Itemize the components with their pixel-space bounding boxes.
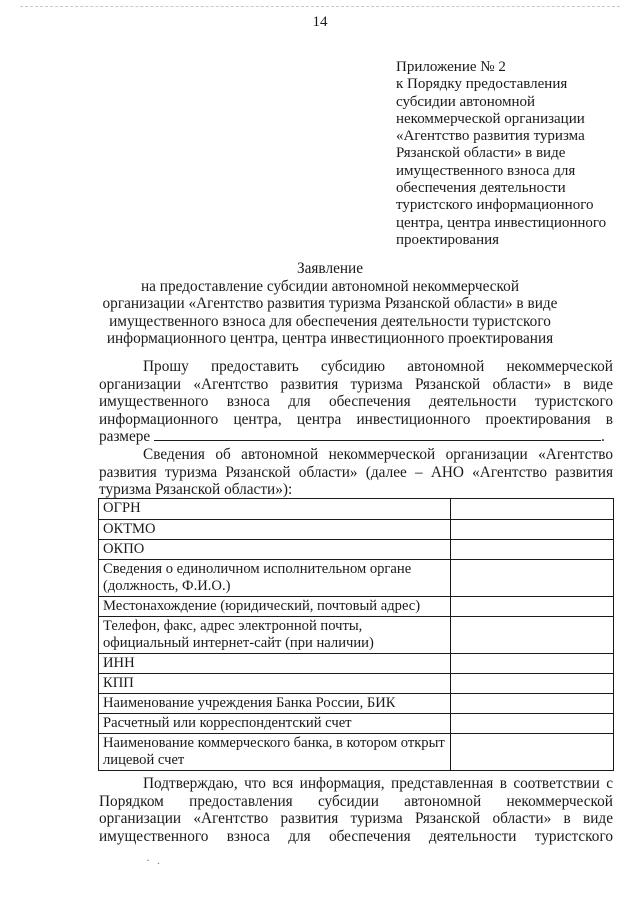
amount-line <box>99 428 613 446</box>
appendix-line: туристского информационного <box>396 197 594 214</box>
paragraph-line: имущественного взноса для обеспечения деятельности туристского <box>99 393 613 411</box>
appendix-block <box>396 59 626 249</box>
table-row <box>99 597 614 617</box>
table-value-cell[interactable] <box>451 540 614 560</box>
paragraph-line: информационного центра, центра инвестиционного проектирования в <box>99 410 613 428</box>
paragraph-line: туризма Рязанской области»): <box>99 481 293 499</box>
appendix-line: к Порядку предоставления <box>396 76 568 93</box>
table-label-cell: Сведения о единоличном исполнительном органе (должность, Ф.И.О.) <box>99 560 451 597</box>
statement-subtitle-line: организации «Агентство развития туризма Рязанской области» в виде <box>102 295 558 313</box>
paragraph-line: Подтверждаю, что вся информация, представленная в соответствии с <box>143 775 613 792</box>
scan-marks: · . <box>146 853 162 867</box>
table-value-cell[interactable] <box>451 560 614 597</box>
statement-title: Заявление <box>296 260 364 277</box>
table-label-cell: Местонахождение (юридический, почтовый адрес) <box>99 597 451 617</box>
appendix-line: субсидии автономной <box>396 93 536 110</box>
appendix-line: Приложение № 2 <box>396 59 506 75</box>
statement-subtitle-line: информационного центра, центра инвестиционного проектирования <box>106 330 554 348</box>
paragraph-line: Порядком предоставления субсидии автономной некоммерческой <box>99 792 613 810</box>
appendix-line: имущественного взноса для <box>396 162 576 179</box>
paragraph-line: развития туризма Рязанской области» (далее – АНО «Агентство развития <box>99 463 613 481</box>
organization-info-table <box>98 498 614 771</box>
appendix-line: «Агентство развития туризма <box>396 128 585 145</box>
table-row <box>99 540 614 560</box>
statement-heading <box>60 260 600 348</box>
appendix-line: проектирования <box>396 231 500 248</box>
table-value-cell[interactable] <box>451 654 614 674</box>
statement-subtitle-line: имущественного взноса для обеспечения деятельности туристского <box>109 312 551 330</box>
paragraph-line: организации «Агентство развития туризма Рязанской области» в виде <box>99 810 613 828</box>
table-row <box>99 617 614 654</box>
info-paragraph <box>99 446 613 499</box>
table-label-cell: Расчетный или корреспондентский счет <box>99 714 451 734</box>
table-label-cell: Наименование учреждения Банка России, БИК <box>99 694 451 714</box>
appendix-line: обеспечения деятельности <box>396 180 566 197</box>
table-value-cell[interactable] <box>451 499 614 520</box>
appendix-line: центра, центра инвестиционного <box>396 214 607 231</box>
table-label-cell: Телефон, факс, адрес электронной почты, официальный интернет-сайт (при наличии) <box>99 617 451 654</box>
table-label-cell: ИНН <box>99 654 451 674</box>
table-value-cell[interactable] <box>451 694 614 714</box>
table-value-cell[interactable] <box>451 734 614 771</box>
table-value-cell[interactable] <box>451 617 614 654</box>
paragraph-line: организации «Агентство развития туризма Рязанской области» в виде <box>99 375 613 393</box>
table-row <box>99 499 614 520</box>
amount-blank-field[interactable] <box>154 428 601 441</box>
paragraph-line: Прошу предоставить субсидию автономной некоммерческой <box>143 358 613 375</box>
request-paragraph <box>99 358 613 446</box>
table-value-cell[interactable] <box>451 520 614 540</box>
amount-label: размере <box>99 428 151 446</box>
table-row <box>99 520 614 540</box>
confirm-paragraph <box>99 775 613 845</box>
table-label-cell: ОГРН <box>99 499 451 520</box>
table-value-cell[interactable] <box>451 597 614 617</box>
table-value-cell[interactable] <box>451 674 614 694</box>
table-row <box>99 734 614 771</box>
table-row <box>99 560 614 597</box>
table-value-cell[interactable] <box>451 714 614 734</box>
statement-subtitle-line: на предоставление субсидии автономной некоммерческой <box>140 277 520 295</box>
table-row <box>99 714 614 734</box>
table-row <box>99 674 614 694</box>
amount-period: . <box>601 428 605 446</box>
table-label-cell: ОКПО <box>99 540 451 560</box>
scan-edge-line <box>20 6 620 8</box>
table-row <box>99 654 614 674</box>
table-label-cell: КПП <box>99 674 451 694</box>
page-number: 14 <box>312 14 328 30</box>
appendix-line: некоммерческой организации <box>396 110 585 127</box>
table-label-cell: ОКТМО <box>99 520 451 540</box>
paragraph-line: имущественного взноса для обеспечения деятельности туристского <box>99 827 613 845</box>
table-row <box>99 694 614 714</box>
paragraph-line: Сведения об автономной некоммерческой организации «Агентство <box>143 446 613 463</box>
appendix-line: Рязанской области» в виде <box>396 145 566 162</box>
table-label-cell: Наименование коммерческого банка, в котором открыт лицевой счет <box>99 734 451 771</box>
